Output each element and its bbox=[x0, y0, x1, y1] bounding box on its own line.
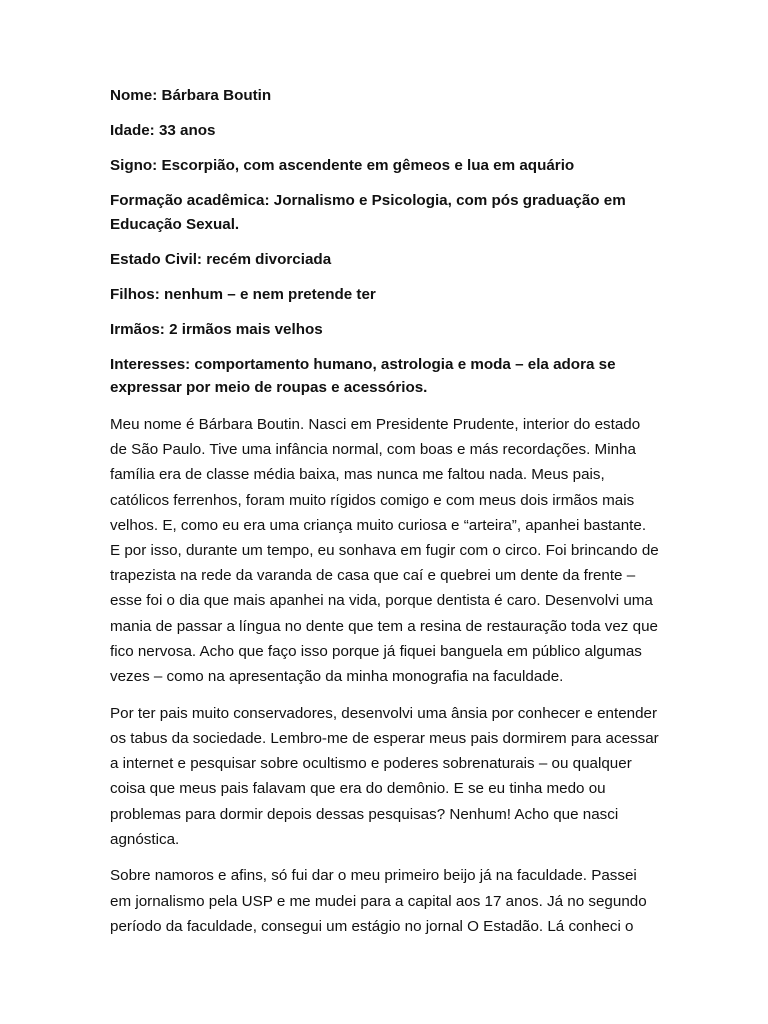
field-signo: Signo: Escorpião, com ascendente em gêmeos e lua em aquário bbox=[110, 157, 575, 174]
field-idade: Idade: 33 anos bbox=[110, 122, 216, 139]
paragraph-infancia: Meu nome é Bárbara Boutin. Nasci em Presidente Prudente, interior do estado de São Paulo. Tive uma infância normal, com boas e más recordações. Minha família era de classe média baixa, mas nunca me faltou nada. Meus pais, católicos ferrenhos, foram muito rígidos comigo e com meus dois irmãos mais velhos. E, como eu era uma criança muito curiosa e “arteira”, apanhei bastante. E por isso, durante um tempo, eu sonhava em fugir com o circo. Foi brincando de trapezista na rede da varanda de casa que caí e quebrei um dente da frente – esse foi o dia que mais apanhei na vida, porque dentista é caro. Desenvolvi uma mania de passar a língua no dente que tem a resina de restauração toda vez que fico nervosa. Acho que faço isso porque já fiquei banguela em público algumas vezes – como na apresentação da minha monografia na faculdade. bbox=[110, 416, 659, 686]
paragraph-namoros: Sobre namoros e afins, só fui dar o meu primeiro beijo já na faculdade. Passei em jornalismo pela USP e me mudei para a capital aos 17 anos. Já no segundo período da faculdade, consegui um estágio no jornal O Estadão. Lá conheci o bbox=[110, 867, 647, 935]
paragraph-tabus: Por ter pais muito conservadores, desenvolvi uma ânsia por conhecer e entender os tabus da sociedade. Lembro-me de esperar meus pais dormirem para acessar a internet e pesquisar sobre ocultismo e poderes sobrenaturais – ou qualquer coisa que meus pais falavam que era do demônio. E se eu tinha medo ou problemas para dormir depois dessas pesquisas? Nenhum! Acho que nasci agnóstica. bbox=[110, 704, 659, 848]
field-formacao: Formação acadêmica: Jornalismo e Psicologia, com pós graduação em Educação Sexual. bbox=[110, 192, 626, 233]
profile-section bbox=[110, 84, 660, 400]
field-estado-civil: Estado Civil: recém divorciada bbox=[110, 250, 332, 268]
narrative-section bbox=[110, 412, 660, 939]
field-irmaos: Irmãos: 2 irmãos mais velhos bbox=[110, 320, 323, 338]
document-page bbox=[110, 84, 660, 951]
field-nome: Nome: Bárbara Boutin bbox=[110, 87, 272, 104]
field-filhos: Filhos: nenhum – e nem pretende ter bbox=[110, 285, 376, 303]
field-interesses: Interesses: comportamento humano, astrologia e moda – ela adora se expressar por meio de roupas e acessórios. bbox=[110, 355, 616, 396]
